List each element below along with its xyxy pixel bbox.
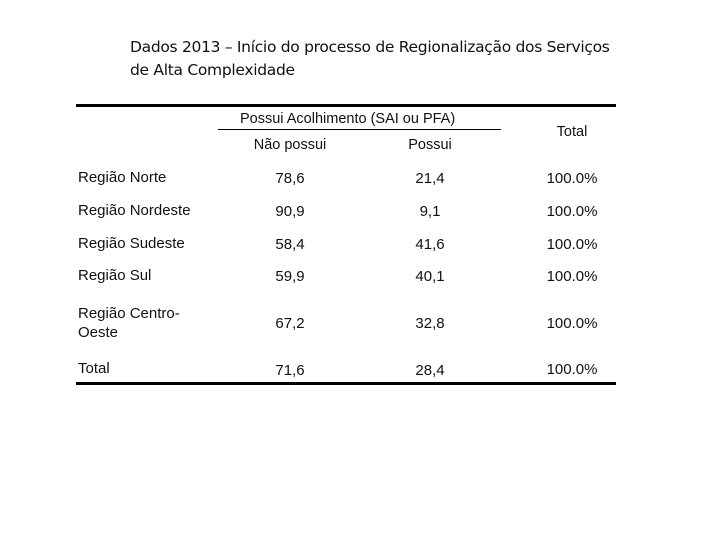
cell-nao-possui: 90,9 [275, 203, 305, 220]
row-label-line-1: Região Centro- [78, 305, 180, 322]
cell-possui: 41,6 [415, 236, 445, 253]
col-header-nao-possui: Não possui [253, 137, 327, 153]
group-header: Possui Acolhimento (SAI ou PFA) [240, 111, 456, 127]
cell-possui: 40,1 [415, 268, 445, 285]
cell-possui: 28,4 [415, 362, 445, 379]
row-label: Região Norte [78, 169, 167, 186]
row-label: Região Sul [78, 267, 152, 284]
cell-total: 100.0% [546, 361, 598, 378]
group-header-rule [218, 129, 501, 130]
row-label-line-2: Oeste [78, 324, 119, 341]
cell-nao-possui: 78,6 [275, 170, 305, 187]
cell-possui: 32,8 [415, 315, 445, 332]
cell-possui: 21,4 [415, 170, 445, 187]
title-line-2: de Alta Complexidade [130, 61, 295, 79]
table-top-rule [76, 104, 616, 107]
slide-title [130, 36, 630, 82]
col-header-possui: Possui [408, 137, 452, 153]
row-label: Região Nordeste [78, 202, 191, 219]
cell-total: 100.0% [546, 203, 598, 220]
title-line-1: Dados 2013 – Início do processo de Regionalização dos Serviços [130, 38, 610, 56]
table-bottom-rule [76, 382, 616, 385]
cell-total: 100.0% [546, 236, 598, 253]
row-label: Região Sudeste [78, 235, 185, 252]
cell-total: 100.0% [546, 170, 598, 187]
cell-possui: 9,1 [419, 203, 441, 220]
cell-nao-possui: 58,4 [275, 236, 305, 253]
col-header-total: Total [556, 124, 588, 140]
cell-nao-possui: 59,9 [275, 268, 305, 285]
row-label: Total [78, 360, 110, 377]
cell-nao-possui: 67,2 [275, 315, 305, 332]
cell-nao-possui: 71,6 [275, 362, 305, 379]
cell-total: 100.0% [546, 315, 598, 332]
cell-total: 100.0% [546, 268, 598, 285]
